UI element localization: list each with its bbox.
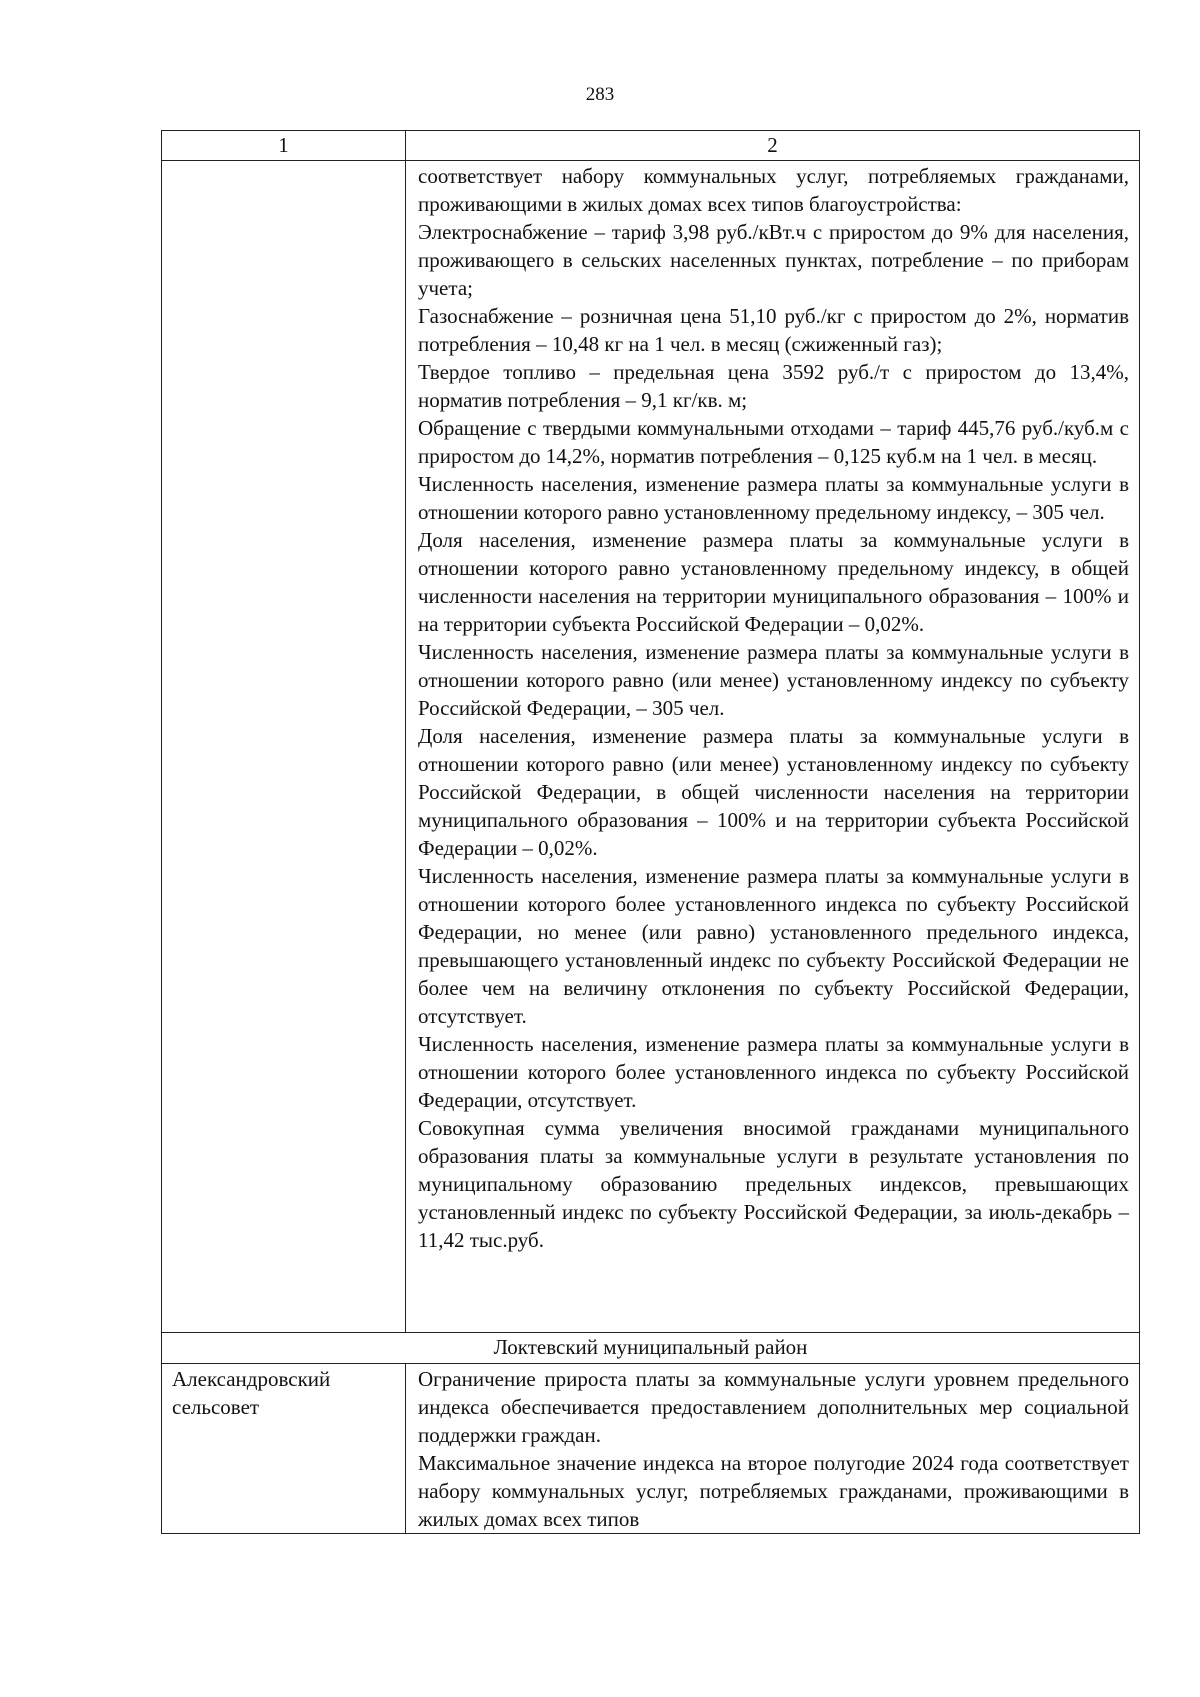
municipality-name: Александровский сельсовет (172, 1367, 331, 1419)
paragraph: Газоснабжение – розничная цена 51,10 руб./кг с приростом до 2%, норматив потребления – 10,48 кг на 1 чел. в месяц (сжиженный газ); (418, 304, 1129, 356)
paragraph: Совокупная сумма увеличения вносимой гражданами муниципального образования платы за коммунальные услуги в результате установления по муниципальному образованию предельных индексов, превышающих установленный индекс по субъекту Российской Федерации, за июль-декабрь – 11,42 тыс.руб. (418, 1116, 1129, 1252)
table-row (162, 1364, 1140, 1534)
row-description-cell (406, 1364, 1140, 1534)
document-table (161, 130, 1140, 1534)
paragraph: Численность населения, изменение размера платы за коммунальные услуги в отношении которого равно (или менее) установленному индексу по субъекту Российской Федерации, – 305 чел. (418, 640, 1129, 720)
paragraph: Обращение с твердыми коммунальными отходами – тариф 445,76 руб./куб.м с приростом до 14,2%, норматив потребления – 0,125 куб.м на 1 чел. в месяц. (418, 416, 1129, 468)
paragraph: соответствует набору коммунальных услуг, потребляемых гражданами, проживающими в жилых домах всех типов благоустройства: (418, 164, 1129, 216)
paragraph: Максимальное значение индекса на второе полугодие 2024 года соответствует набору коммунальных услуг, потребляемых гражданами, проживающими в жилых домах всех типов (418, 1451, 1129, 1531)
page-number: 283 (585, 84, 615, 105)
paragraph: Ограничение прироста платы за коммунальные услуги уровнем предельного индекса обеспечивается предоставлением дополнительных мер социальной поддержки граждан. (418, 1367, 1129, 1447)
paragraph: Доля населения, изменение размера платы за коммунальные услуги в отношении которого равно установленному предельному индексу, в общей численности населения на территории муниципального образования – 100% и на территории субъекта Российской Федерации – 0,02%. (418, 528, 1129, 636)
paragraph: Электроснабжение – тариф 3,98 руб./кВт.ч с приростом до 9% для населения, проживающего в сельских населенных пунктах, потребление – по приборам учета; (418, 220, 1129, 300)
column-header-2: 2 (406, 131, 1140, 161)
table-header-row (162, 131, 1140, 161)
row-name-cell (162, 161, 406, 1333)
row-description-cell (406, 161, 1140, 1333)
paragraph: Численность населения, изменение размера платы за коммунальные услуги в отношении которого более установленного индекса по субъекту Российской Федерации, отсутствует. (418, 1032, 1129, 1112)
paragraph: Твердое топливо – предельная цена 3592 руб./т с приростом до 13,4%, норматив потребления – 9,1 кг/кв. м; (418, 360, 1129, 412)
section-row (162, 1333, 1140, 1364)
paragraph: Доля населения, изменение размера платы за коммунальные услуги в отношении которого равно (или менее) установленному индексу по субъекту Российской Федерации, в общей численности населения на территории муниципального образования – 100% и на территории субъекта Российской Федерации – 0,02%. (418, 724, 1129, 860)
paragraph: Численность населения, изменение размера платы за коммунальные услуги в отношении которого равно установленному предельному индексу, – 305 чел. (418, 472, 1129, 524)
paragraph: Численность населения, изменение размера платы за коммунальные услуги в отношении которого более установленного индекса по субъекту Российской Федерации, но менее (или равно) установленного предельного индекса, превышающего установленный индекс по субъекту Российской Федерации не более чем на величину отклонения по субъекту Российской Федерации, отсутствует. (418, 864, 1129, 1028)
column-header-1: 1 (162, 131, 406, 161)
table-row (162, 161, 1140, 1333)
row-name-cell (162, 1364, 406, 1534)
section-title: Локтевский муниципальный район (162, 1333, 1140, 1364)
